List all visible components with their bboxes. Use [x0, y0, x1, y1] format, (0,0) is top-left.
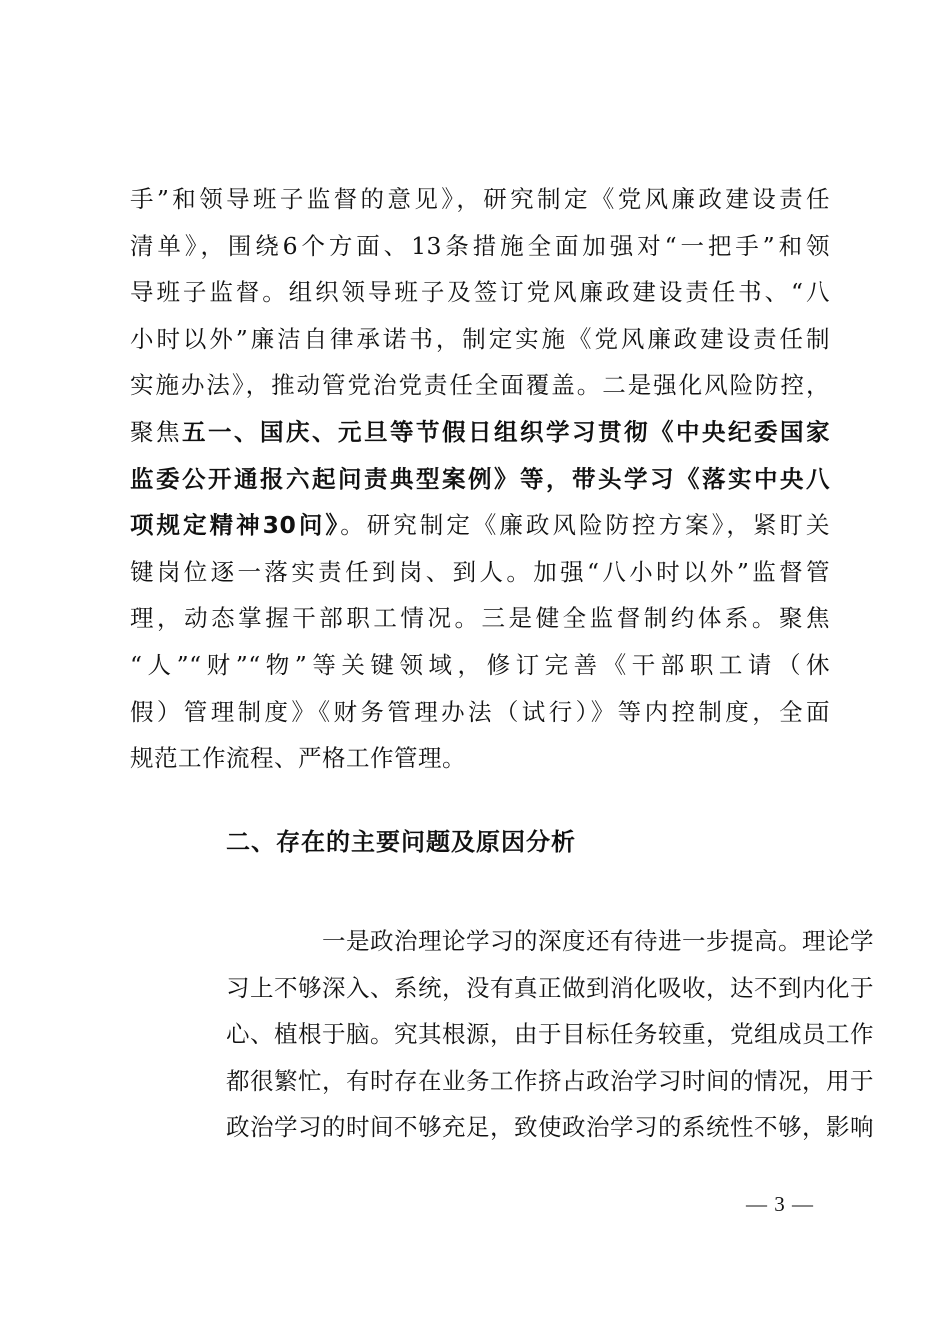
paragraph-line: 假）管理制度》《财务管理办法（试行）》等内控制度，全面: [130, 697, 830, 726]
bold-text: 项规定精神30问》: [130, 511, 341, 540]
paragraph-line-indented: 一是政治理论学习的深度还有待进一步提高。理论学: [322, 927, 874, 955]
paragraph-line: 小时以外”廉洁自律承诺书，制定实施《党风廉政建设责任制: [130, 324, 830, 353]
paragraph-line: 实施办法》，推动管党治党责任全面覆盖。二是强化风险防控，: [130, 371, 830, 400]
paragraph-line-mixed: [130, 409, 830, 456]
line-prefix: 聚焦: [130, 417, 182, 446]
paragraph-line: 理，动态掌握干部职工情况。三是健全监督制约体系。聚焦: [130, 604, 830, 633]
paragraph-2: [130, 918, 874, 1151]
bold-text: 五一、国庆、元旦等节假日组织学习贯彻《中央纪委国家: [182, 417, 830, 446]
paragraph-line: 清单》，围绕6个方面、13条措施全面加强对“一把手”和领: [130, 231, 830, 260]
paragraph-line: 政治学习的时间不够充足，致使政治学习的系统性不够，影响: [226, 1113, 874, 1142]
paragraph-line: “人”“财”“物”等关键领域，修订完善《干部职工请（休: [130, 650, 830, 679]
paragraph-line: 导班子监督。组织领导班子及签订党风廉政建设责任书、“八: [130, 278, 830, 307]
line-suffix: 。研究制定《廉政风险防控方案》，紧盯关: [340, 511, 831, 540]
paragraph-line: 心、植根于脑。究其根源，由于目标任务较重，党组成员工作: [226, 1020, 874, 1049]
paragraph-line-bold: 监委公开通报六起问责典型案例》等，带头学习《落实中央八: [130, 464, 830, 493]
paragraph-line-last: 规范工作流程、严格工作管理。: [130, 744, 466, 773]
paragraph-line-mixed: [130, 502, 830, 549]
paragraph-line: 手”和领导班子监督的意见》，研究制定《党风廉政建设责任: [130, 185, 830, 213]
section-heading: 二、存在的主要问题及原因分析: [226, 828, 576, 856]
paragraph-1: [130, 176, 830, 782]
paragraph-line: 都很繁忙，有时存在业务工作挤占政治学习时间的情况，用于: [226, 1066, 874, 1095]
paragraph-line: 键岗位逐一落实责任到岗、到人。加强“八小时以外”监督管: [130, 557, 830, 586]
paragraph-line: 习上不够深入、系统，没有真正做到消化吸收，达不到内化于: [226, 973, 874, 1002]
page-number: — 3 —: [746, 1192, 814, 1216]
